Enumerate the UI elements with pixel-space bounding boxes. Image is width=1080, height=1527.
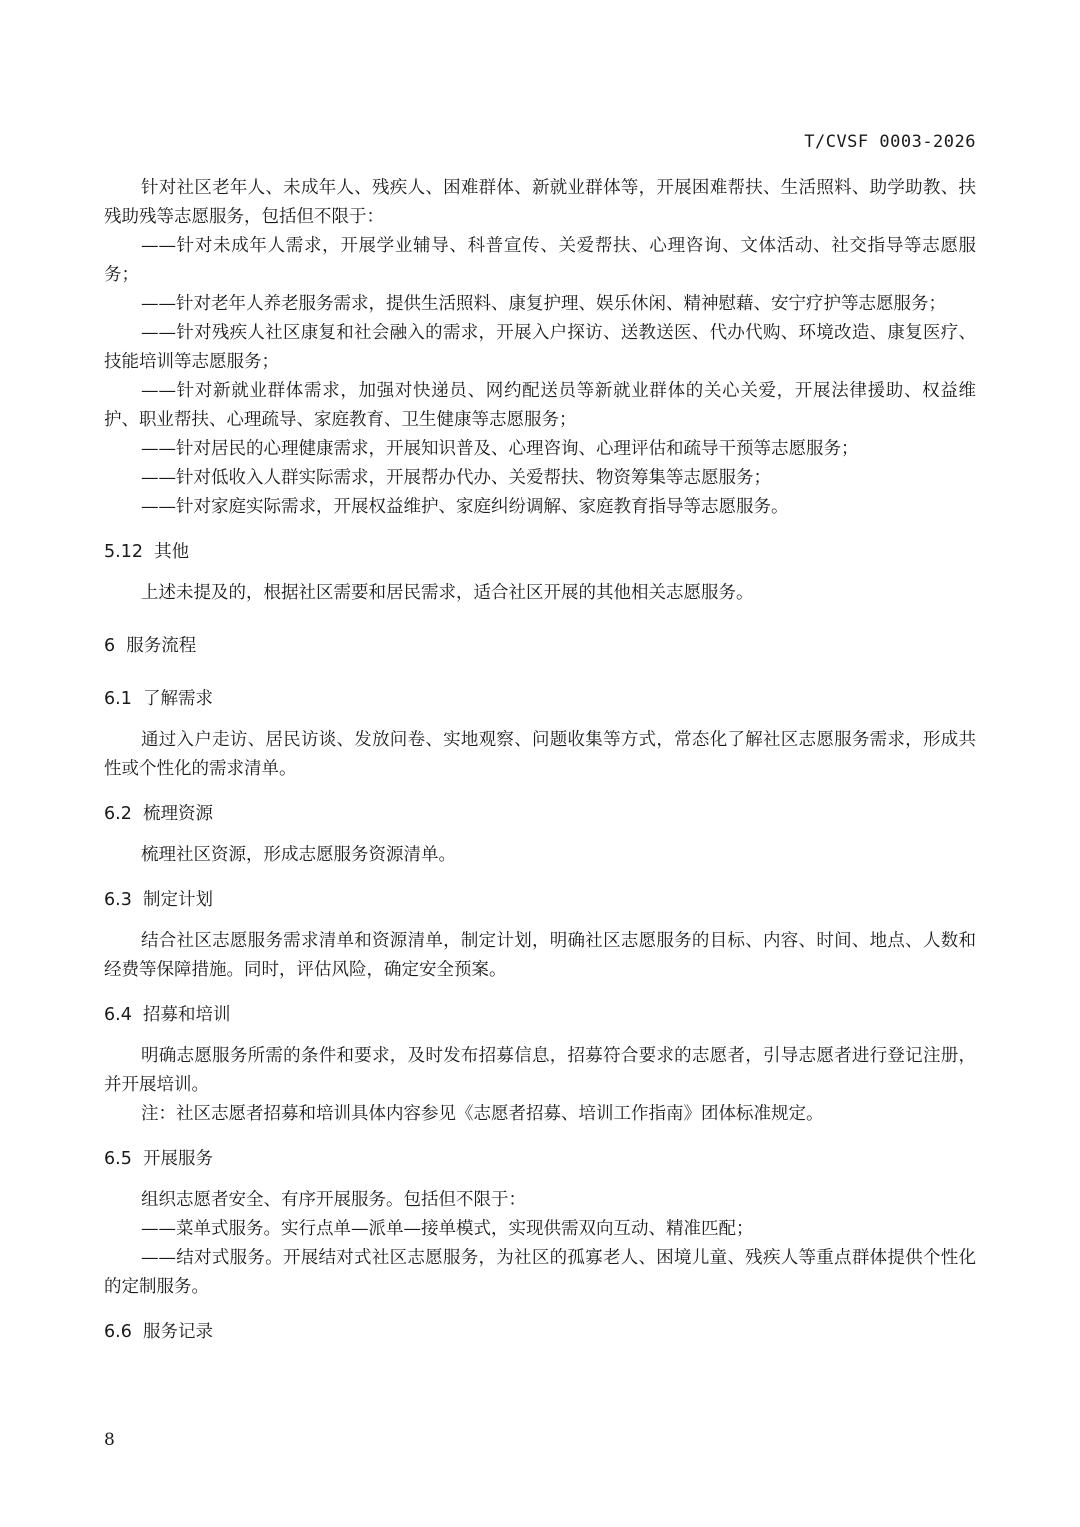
list-item: ——针对家庭实际需求，开展权益维护、家庭纠纷调解、家庭教育指导等志愿服务。 xyxy=(141,497,789,517)
section-heading-6-2: 6.2 梳理资源 xyxy=(104,804,213,824)
section-6-4-note: 注：社区志愿者招募和培训具体内容参见《志愿者招募、培训工作指南》团体标准规定。 xyxy=(141,1104,824,1124)
page-content xyxy=(104,174,976,1347)
section-heading-5-12: 5.12 其他 xyxy=(104,542,190,562)
section-6-1-text: 通过入户走访、居民访谈、发放问卷、实地观察、问题收集等方式，常态化了解社区志愿服务需求，形成共性或个性化的需求清单。 xyxy=(104,730,976,779)
document-code: T/CVSF 0003-2026 xyxy=(804,132,976,152)
chapter-heading-6: 6 服务流程 xyxy=(104,636,197,656)
section-heading-6-3: 6.3 制定计划 xyxy=(104,890,213,910)
section-6-4-text: 明确志愿服务所需的条件和要求，及时发布招募信息，招募符合要求的志愿者，引导志愿者进行登记注册，并开展培训。 xyxy=(104,1046,976,1095)
section-heading-6-1: 6.1 了解需求 xyxy=(104,689,213,709)
list-item: ——菜单式服务。实行点单—派单—接单模式，实现供需双向互动、精准匹配； xyxy=(141,1219,754,1239)
section-6-5-intro: 组织志愿者安全、有序开展服务。包括但不限于： xyxy=(141,1190,526,1210)
section-heading-6-5: 6.5 开展服务 xyxy=(104,1149,213,1169)
section-heading-6-6: 6.6 服务记录 xyxy=(104,1322,213,1342)
list-item: ——针对残疾人社区康复和社会融入的需求，开展入户探访、送教送医、代办代购、环境改造、康复医疗、技能培训等志愿服务； xyxy=(104,323,976,372)
list-item: ——结对式服务。开展结对式社区志愿服务，为社区的孤寡老人、困境儿童、残疾人等重点群体提供个性化的定制服务。 xyxy=(104,1248,976,1297)
section-6-3-text: 结合社区志愿服务需求清单和资源清单，制定计划，明确社区志愿服务的目标、内容、时间、地点、人数和经费等保障措施。同时，评估风险，确定安全预案。 xyxy=(104,931,976,980)
list-item: ——针对老年人养老服务需求，提供生活照料、康复护理、娱乐休闲、精神慰藉、安宁疗护等志愿服务； xyxy=(141,294,946,314)
section-heading-6-4: 6.4 招募和培训 xyxy=(104,1005,231,1025)
list-item: ——针对低收入人群实际需求，开展帮办代办、关爱帮扶、物资筹集等志愿服务； xyxy=(141,468,771,488)
section-5-11-intro: 针对社区老年人、未成年人、残疾人、困难群体、新就业群体等，开展困难帮扶、生活照料、助学助教、扶残助残等志愿服务，包括但不限于： xyxy=(104,178,976,227)
section-6-2-text: 梳理社区资源，形成志愿服务资源清单。 xyxy=(141,845,456,865)
list-item: ——针对居民的心理健康需求，开展知识普及、心理咨询、心理评估和疏导干预等志愿服务； xyxy=(141,439,859,459)
list-item: ——针对未成年人需求，开展学业辅导、科普宣传、关爱帮扶、心理咨询、文体活动、社交指导等志愿服务； xyxy=(104,236,976,285)
list-item: ——针对新就业群体需求，加强对快递员、网约配送员等新就业群体的关心关爱，开展法律援助、权益维护、职业帮扶、心理疏导、家庭教育、卫生健康等志愿服务； xyxy=(104,381,976,430)
section-5-12-text: 上述未提及的，根据社区需要和居民需求，适合社区开展的其他相关志愿服务。 xyxy=(141,583,754,603)
page-number: 8 xyxy=(104,1430,115,1450)
